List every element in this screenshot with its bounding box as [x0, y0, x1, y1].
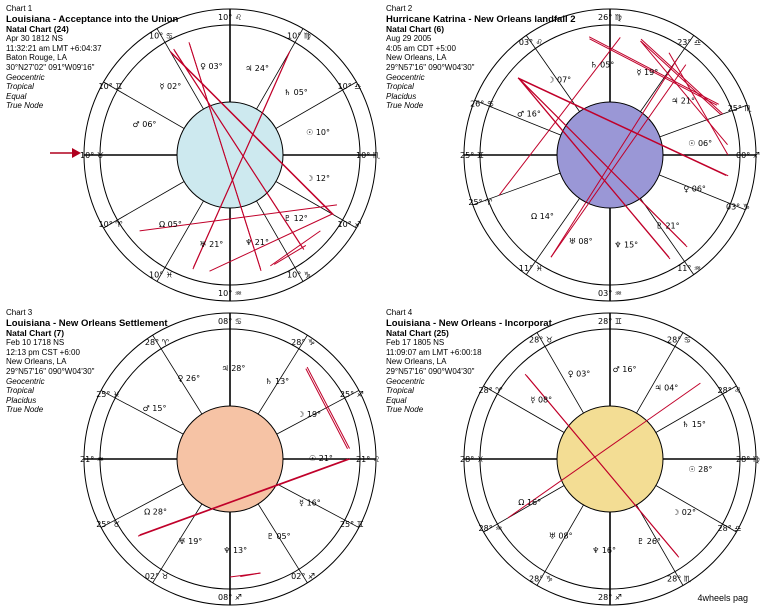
- planet-label: Ω 28°: [144, 507, 167, 517]
- chart-setting: Tropical: [6, 82, 34, 92]
- cusp-label: 10° ♊: [98, 82, 123, 91]
- planet-label: ♂ 16°: [516, 109, 541, 119]
- chart-info-1: [6, 4, 178, 111]
- planet-label: ♇ 05°: [266, 531, 291, 541]
- cusp-label: 10° ♑: [287, 270, 311, 280]
- chart-coords: 29°N57'16" 090°W04'30": [6, 366, 95, 376]
- planet-label: ♆ 16°: [592, 545, 617, 555]
- chart-time: 4:05 am CDT +5:00: [386, 43, 456, 53]
- cusp-label: 28° ♉: [529, 335, 553, 345]
- planet-label: ♂ 16°: [612, 365, 637, 375]
- cusp-label: 25° ♏: [727, 103, 752, 113]
- cusp-label: 21° ♒: [80, 455, 104, 464]
- cusp-label: 28° ♈: [144, 337, 169, 347]
- cusp-label: 28° ♑: [291, 337, 316, 347]
- chart-setting: Placidus: [6, 395, 37, 405]
- planet-label: Ω 14°: [531, 211, 554, 221]
- cusp-label: 10° ♒: [218, 289, 242, 298]
- cusp-label: 28° ♒: [478, 524, 503, 533]
- chart-setting: Equal: [6, 91, 27, 101]
- planet-label: ♄ 15°: [682, 419, 706, 429]
- cusp-label: 23° ♎: [677, 37, 702, 47]
- planet-label: ♃ 28°: [221, 364, 246, 374]
- planet-label: ♅ 08°: [568, 237, 593, 247]
- cusp-label: 28° ♐: [598, 593, 622, 602]
- cusp-label: 10° ♎: [337, 82, 362, 91]
- cusp-label: 11° ♒: [677, 264, 702, 274]
- planet-label: ♆ 13°: [223, 545, 248, 555]
- chart-setting: Placidus: [386, 91, 417, 101]
- cusp-label: 25° ♐: [339, 390, 364, 400]
- chart-setting: True Node: [6, 101, 44, 111]
- chart-title: Louisiana - New Orleans Settlement: [6, 317, 168, 329]
- planet-label: ☉ 28°: [688, 465, 713, 475]
- cusp-label: 03° ♒: [598, 289, 622, 298]
- chart-date: Apr 30 1812 NS: [6, 34, 63, 44]
- cusp-label: 28° ♓: [460, 455, 484, 464]
- cusp-label: 25° ♊: [460, 151, 484, 160]
- chart-time: 11:32:21 am LMT +6:04:37: [6, 43, 102, 53]
- chart-setting: Tropical: [6, 386, 34, 396]
- cusp-label: 28° ♊: [598, 317, 622, 326]
- chart-coords: 29°N57'16" 090°W04'30": [386, 62, 475, 72]
- chart-title: Louisiana - Acceptance into the Union: [6, 13, 179, 25]
- chart-panel-4: [380, 304, 760, 608]
- cusp-label: 28° ♋: [667, 335, 691, 345]
- chart-setting: Tropical: [386, 386, 414, 396]
- chart-subtitle: Natal Chart (24): [6, 23, 69, 34]
- cusp-label: 10° ♋: [149, 31, 173, 41]
- planet-label: ♅ 08°: [548, 531, 573, 541]
- planet-label: ♃ 04°: [654, 383, 679, 393]
- chart-label: Chart 2: [386, 4, 413, 13]
- cusp-label: 08° ♋: [218, 317, 242, 326]
- planet-label: ♀ 03°: [200, 61, 223, 71]
- chart-label: Chart 4: [386, 308, 413, 317]
- chart-panel-2: [380, 0, 760, 304]
- planet-label: ☿ 16°: [299, 498, 321, 508]
- planet-label: ☿ 08°: [530, 395, 553, 405]
- cusp-label: 10° ♈: [98, 220, 123, 229]
- cusp-label: 25° ♉: [96, 519, 121, 529]
- planet-label: ♃ 24°: [245, 64, 269, 74]
- planet-label: ♄ 05°: [590, 60, 615, 70]
- chart-coords: 30°N27'02" 091°W09'16": [6, 62, 95, 72]
- planet-label: ☉ 21°: [309, 454, 333, 464]
- chart-date: Feb 17 1805 NS: [386, 338, 445, 348]
- planet-label: ☉ 10°: [306, 128, 331, 138]
- chart-time: 12:13 pm CST +6:00: [6, 347, 80, 357]
- center-disc: [177, 406, 283, 512]
- cusp-label: 25° ♓: [96, 390, 121, 400]
- cusp-label: 28° ♎: [717, 524, 742, 533]
- chart-panel-1: [0, 0, 380, 304]
- cusp-label: 26° ♋: [470, 99, 495, 109]
- planet-label: ☽ 19°: [297, 410, 322, 420]
- planet-label: ☿ 02°: [159, 82, 182, 92]
- chart-place: New Orleans, LA: [386, 357, 447, 367]
- chart-coords: 29°N57'16" 090°W04'30": [386, 366, 475, 376]
- cusp-label: 10° ♌: [218, 13, 242, 22]
- planet-label: ♅ 19°: [178, 536, 203, 546]
- cusp-label: 28° ♌: [717, 386, 742, 395]
- cusp-label: 26° ♍: [598, 13, 622, 22]
- planet-label: ☽ 12°: [306, 173, 331, 183]
- planet-label: ☉ 06°: [688, 139, 713, 149]
- chart-place: New Orleans, LA: [6, 357, 67, 367]
- planet-label: ♄ 13°: [265, 377, 290, 387]
- chart-setting: Geocentric: [6, 376, 45, 386]
- planet-label: ♇ 12°: [283, 213, 308, 223]
- planet-label: ♂ 15°: [142, 404, 167, 414]
- cusp-label: 10° ♏: [356, 151, 380, 160]
- chart-date: Feb 10 1718 NS: [6, 338, 65, 348]
- chart-setting: Tropical: [386, 82, 414, 92]
- chart-setting: True Node: [6, 405, 44, 415]
- chart-label: Chart 3: [6, 308, 33, 317]
- cusp-label: 11° ♓: [518, 264, 543, 274]
- cusp-label: 02° ♉: [144, 572, 169, 582]
- cusp-label: 03° ♌: [518, 37, 543, 47]
- cusp-label: 02° ♐: [291, 572, 316, 582]
- planet-label: ♀ 26°: [177, 373, 201, 383]
- planet-label: ☽ 07°: [547, 75, 572, 85]
- chart-subtitle: Natal Chart (25): [386, 327, 449, 338]
- cusp-label: 28° ♈: [478, 386, 503, 395]
- cusp-label: 28° ♑: [529, 574, 553, 584]
- cusp-label: 10° ♓: [149, 270, 173, 280]
- cusp-label: 25° ♊: [339, 519, 364, 529]
- cusp-label: 10° ♉: [80, 151, 104, 160]
- chart-time: 11:09:07 am LMT +6:00:18: [386, 347, 482, 357]
- chart-subtitle: Natal Chart (7): [6, 327, 65, 338]
- planet-label: ♇ 26°: [637, 537, 661, 547]
- cusp-label: 28° ♏: [667, 574, 691, 584]
- cusp-label: 10° ♐: [337, 220, 362, 229]
- planet-label: ♅ 21°: [199, 240, 224, 250]
- cusp-label: 28° ♍: [736, 455, 760, 464]
- chart-setting: Equal: [386, 395, 407, 405]
- center-disc: [557, 406, 663, 512]
- chart-setting: Geocentric: [386, 72, 425, 82]
- planet-label: ♀ 06°: [683, 184, 706, 194]
- planet-label: Ω 05°: [158, 219, 182, 229]
- chart-place: New Orleans, LA: [386, 53, 447, 63]
- chart-setting: True Node: [386, 101, 424, 111]
- chart-date: Aug 29 2005: [386, 34, 432, 44]
- cusp-label: 25° ♈: [468, 198, 493, 208]
- chart-info-4: [386, 308, 552, 415]
- pointer-arrow-icon: [50, 146, 82, 160]
- planet-label: ☿ 19°: [636, 68, 659, 78]
- chart-label: Chart 1: [6, 4, 33, 13]
- chart-setting: True Node: [386, 405, 424, 415]
- chart-setting: Geocentric: [6, 72, 45, 82]
- chart-setting: Geocentric: [386, 376, 425, 386]
- cusp-label: 08° ♐: [218, 593, 242, 602]
- planet-label: ♆ 15°: [614, 240, 639, 250]
- planet-label: ♂ 06°: [132, 119, 157, 129]
- planet-label: ♃ 21°: [671, 96, 695, 106]
- planet-label: Ω 16°: [518, 497, 542, 507]
- chart-place: Baton Rouge, LA: [6, 53, 67, 63]
- chart-title: Louisiana - New Orleans - Incorporat: [386, 317, 552, 329]
- chart-subtitle: Natal Chart (6): [386, 23, 445, 34]
- chart-info-3: [6, 308, 168, 415]
- footer-credit: 4wheels pag: [697, 593, 748, 603]
- cusp-label: 00° ♐: [736, 151, 760, 160]
- chart-panel-3: [0, 304, 380, 608]
- planet-label: ☽ 02°: [672, 507, 696, 517]
- chart-title: Hurricane Katrina - New Orleans landfall 2: [386, 13, 576, 25]
- cusp-label: 03° ♑: [725, 202, 750, 212]
- center-disc: [557, 102, 663, 208]
- chart-info-2: [386, 4, 576, 111]
- planet-label: ♄ 05°: [283, 88, 308, 98]
- planet-label: ♆ 21°: [245, 237, 269, 247]
- cusp-label: 21° ♌: [356, 455, 380, 464]
- planet-label: ♀ 03°: [567, 369, 591, 379]
- planet-label: ♇ 21°: [655, 221, 680, 231]
- cusp-label: 10° ♍: [287, 31, 311, 41]
